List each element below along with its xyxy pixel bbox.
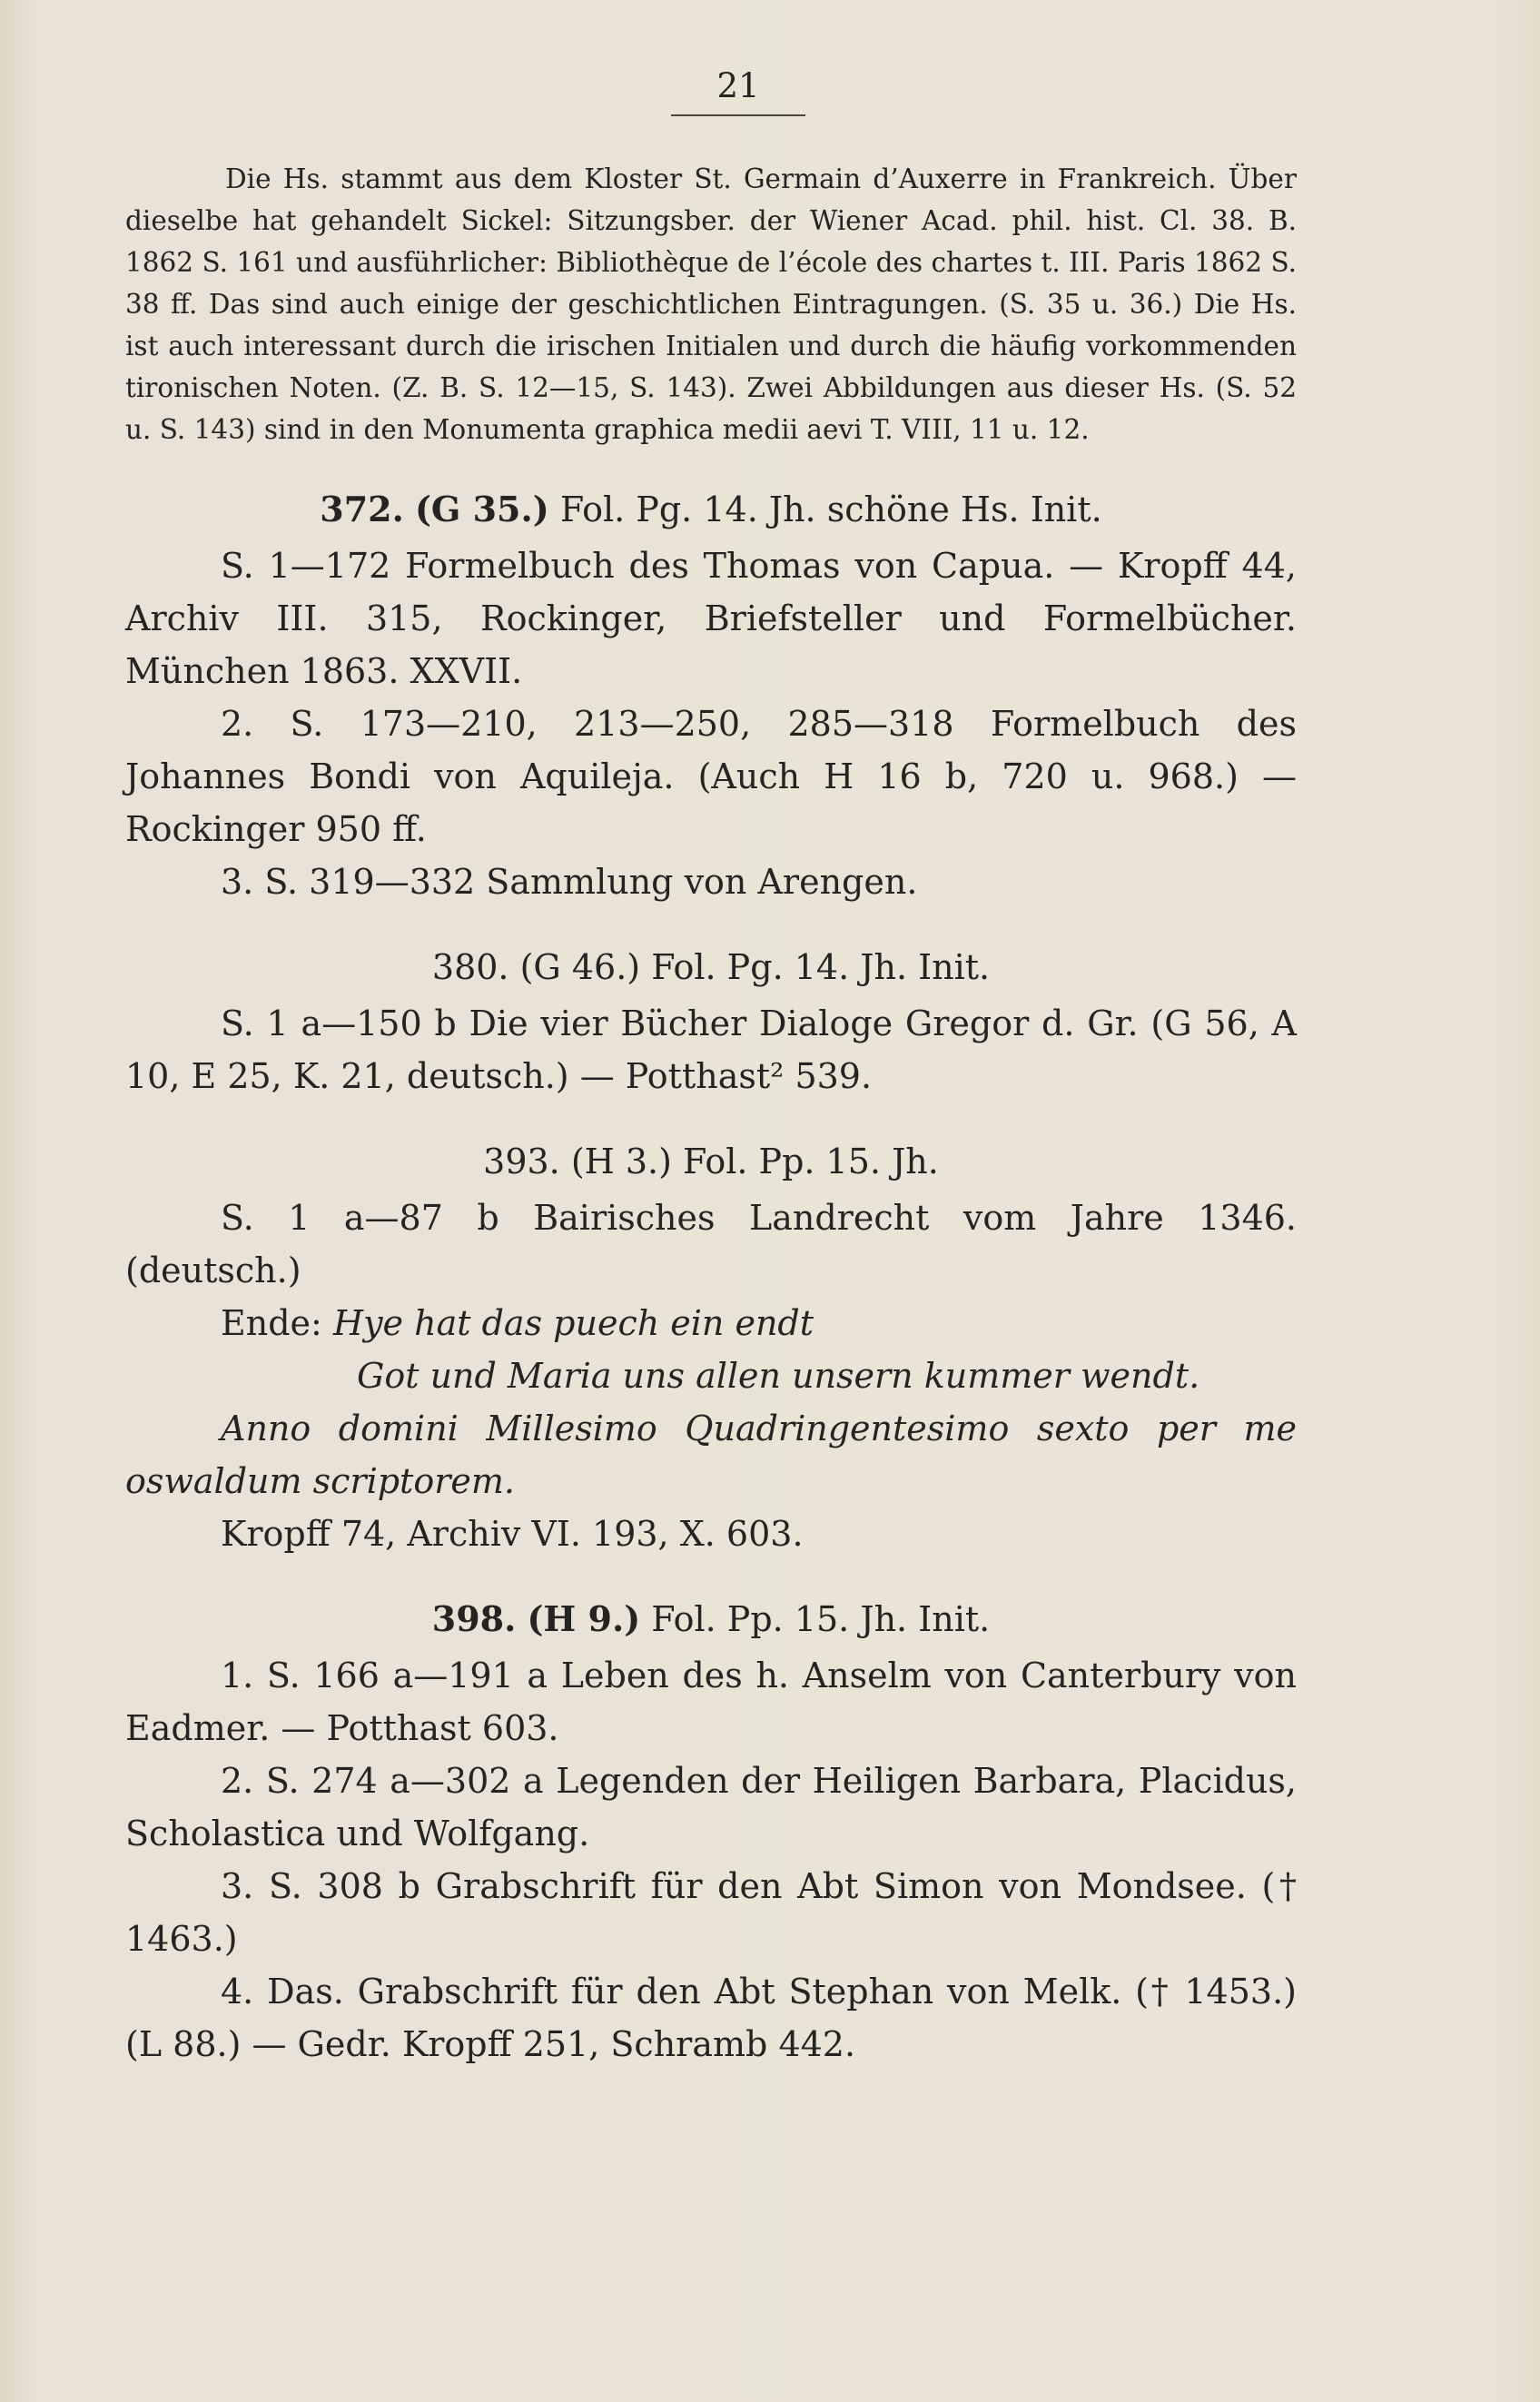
verse-line: Got und Maria uns allen unsern kummer wendt.: [357, 1356, 1200, 1396]
page-number: 21: [180, 64, 1297, 116]
entry-line: Kropff 74, Archiv VI. 193, X. 603.: [221, 1514, 804, 1554]
entry-line: S. 1 a—87 b Bairisches Landrecht vom Jahre 1346. (deutsch.): [125, 1198, 1297, 1290]
entry-number: 372.: [320, 489, 404, 529]
entry-line: 3. S. 319—332 Sammlung von Arengen.: [221, 862, 918, 902]
intro-paragraph: Die Hs. stammt aus dem Kloster St. Germain d’Auxerre in Frankreich. Über dieselbe hat gehandelt Sickel: Sitzungsber. der Wiener Acad. phil. hist. Cl. 38. B. 1862 S. 161 und ausführlicher: Bibliothèque de l’école des chartes t. III. Paris 1862 S. 38 ff. Das sind auch einige der geschichtlichen Eintragungen. (S. 35 u. 36.) Die Hs. ist auch interessant durch die irischen Initialen und durch die häufig vorkommenden tironischen Noten. (Z. B. S. 12—15, S. 143). Zwei Abbildungen aus dieser Hs. (S. 52 u. S. 143) sind in den Monumenta graphica medii aevi T. VIII, 11 u. 12.: [125, 163, 1297, 445]
entry-line: 3. S. 308 b Grabschrift für den Abt Simon von Mondsee. († 1463.): [125, 1866, 1297, 1959]
entry-line: 2. S. 173—210, 213—250, 285—318 Formelbuch des Johannes Bondi von Aquileja. (Auch H 16 b, 720 u. 968.) — Rockinger 950 ff.: [125, 704, 1297, 849]
entry-393: [125, 1135, 1297, 1560]
entry-line: 2. S. 274 a—302 a Legenden der Heiligen Barbara, Placidus, Scholastica und Wolfgang.: [125, 1761, 1297, 1853]
entry-heading: 380. (G 46.) Fol. Pg. 14. Jh. Init.: [431, 947, 991, 987]
verse-line: [125, 1297, 1297, 1349]
entry-line: 4. Das. Grabschrift für den Abt Stephan von Melk. († 1453.) (L 88.) — Gedr. Kropff 251, Schramb 442.: [125, 1972, 1297, 2064]
entry-description: Fol. Pp. 15. Jh. Init.: [651, 1599, 991, 1639]
entry-398: [125, 1593, 1297, 2071]
entry-line: S. 1—172 Formelbuch des Thomas von Capua. — Kropff 44, Archiv III. 315, Rockinger, Briefsteller und Formelbücher. München 1863. XXVII.: [125, 546, 1297, 691]
ende-label: Ende:: [221, 1303, 322, 1343]
entry-description: Fol. Pg. 14. Jh. schöne Hs. Init.: [559, 489, 1102, 529]
entry-signature: (G 35.): [414, 489, 549, 529]
colophon: Anno domini Millesimo Quadringentesimo sexto per me oswaldum scriptorem.: [125, 1409, 1297, 1501]
entry-372: [125, 483, 1297, 908]
entry-heading: [125, 1593, 1297, 1646]
entry-line: S. 1 a—150 b Die vier Bücher Dialoge Gregor d. Gr. (G 56, A 10, E 25, K. 21, deutsch.) — Potthast² 539.: [125, 1003, 1297, 1096]
entry-heading: 393. (H 3.) Fol. Pp. 15. Jh.: [483, 1142, 939, 1181]
page-content: [125, 64, 1297, 2071]
entry-heading: [125, 483, 1297, 536]
entry-signature: (H 9.): [527, 1598, 641, 1639]
verse-text: Hye hat das puech ein endt: [332, 1303, 814, 1343]
entry-380: [125, 941, 1297, 1102]
entry-number: 398.: [431, 1598, 517, 1639]
entry-line: 1. S. 166 a—191 a Leben des h. Anselm von Canterbury von Eadmer. — Potthast 603.: [125, 1656, 1297, 1748]
